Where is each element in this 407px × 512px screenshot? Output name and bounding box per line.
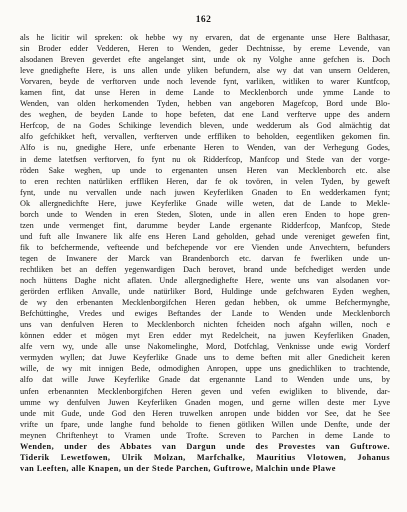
text-line: vermyden wyllen; dat Juwe Keyferlike Gnade uns to deme beften mit aller Gnedicheit keren: [20, 353, 390, 363]
text-line: sin Broder edder Vedderen, Heren to Wenden, geder Dechtnisse, by ereme Levende, van: [20, 44, 390, 54]
text-line: tegen de Inwanere der Marck van Brandenborch etc. darvan fe fwerliken unde un-: [20, 253, 390, 263]
text-line: vrifte un fpare, unde langhe fund beholde to fienen götliken Willen unde Denfte, unde der: [20, 419, 390, 429]
text-line: de wy den erbenanten Mecklenborgifchen Heren gedan hebben, ok umme Befchermynghe,: [20, 298, 390, 308]
text-line: Alfo is nu, gnedighe Here, unfe erbenante Heren to Wenden, van der Verhegung Godes,: [20, 143, 390, 153]
text-line: alsodanen Breven geverdet efte angelanget sint, unde ok ny Volghe anne gefchen is. Doch: [20, 55, 390, 65]
body-text: [20, 32, 390, 474]
text-line: alfo dat wille Juwe Keyferlike Gnade dat ergenannte Land to Wenden unde uns, by: [20, 375, 390, 385]
text-line: gerörden erfliken Anvalle, unde natürliker Bord, Huldinge unde gefchwaren Eyden weghen,: [20, 287, 390, 297]
text-line: tzen unde vermenget fint, darumme beyder Lande ergenante Ridderfcop, Manfcop, Stede: [20, 220, 390, 230]
text-line: Herfcop, de na Godes Schikinge levendich bleven, unde wedderum als God almächtig dat: [20, 121, 390, 131]
text-line: Tiderik Lewetfowen, Ulrik Molzan, Marfchalke, Mauritius Vlotowen, Johanus: [20, 452, 390, 462]
text-line: Ok allergnedichfte Here, juwe Keyferlike Gnade wille weten, dat de Lande to Mekle-: [20, 198, 390, 208]
text-line: wille, de wy mit innigen Bede, odmodighen Anropen, uppe uns gnedichliken to trachtende,: [20, 364, 390, 374]
text-line: Wenden, under des Abbates van Dargun unde des Provestes van Guftrowe.: [20, 441, 390, 451]
text-line: röden Sake weghen, up unde to ergenanten unsen Heren van Mecklenborch etc. alse: [20, 165, 390, 175]
text-line: fynt, unde nu vervallen unde nach juwen Keyferliken Gnaden to En wedderkamen fynt;: [20, 187, 390, 197]
text-line: alfe vern wy, unde alle unse Nakomelinghe, Mord, Dotfchlag, Venknisse unde ewig Vorderf: [20, 342, 390, 352]
text-line: noch hüttens Daghe nicht aflaten. Unde allergnedighefte Here, wente uns van alsodanen vor-: [20, 276, 390, 286]
text-line: alfo gefchikket heft, vervallen, verfterven unde erffliken to beholden, eegentliken gekomen fin.: [20, 132, 390, 142]
text-line: rechtliken bet an deffen yegenwardigen Dach berovet, brand unde befchediget werden unde: [20, 264, 390, 274]
page-number: 162: [195, 15, 212, 25]
text-line: meynen Chriftenheyt to Vramen unde Trofte. Screven to Parchen in deme Lande to: [20, 430, 390, 440]
text-line: unfen erbenannten Mecklenborgifchen Heren geven und vefen ewigliken to blivende, dar-: [20, 386, 390, 396]
text-line: Wenden, van olden herkomenden Tyden, hebben van angeboren Magefcop, Bord unde Blo-: [20, 99, 390, 109]
text-line: leve gnedighefte Here, is uns allen unde yliken befundern, alse wy dat van unsern Oelderen,: [20, 66, 390, 76]
text-line: des weghen, de beyden Lande to hope befeten, dat ene Land verfterve uppe des andern: [20, 110, 390, 120]
text-line: in deme latetfsen verftorven, fo fynt nu ok Ridderfcop, Manfcop und Stede van der vorge-: [20, 154, 390, 164]
text-line: kamen fint, dat unse Heren in deme Lande to Mecklenborch unde ymme Lande to: [20, 88, 390, 98]
text-line: fik to befchermende, vefteende und befchepende vor ere Vienden unde Anvechtern, befunders: [20, 242, 390, 252]
text-line: van Leeften, alle Knapen, un der Stede Parchen, Guftrowe, Malchin unde Plawe: [20, 463, 336, 473]
text-line: unde mit Gude, unde God den Heren truwelken anropen unde bidden vor See, dat he See: [20, 408, 390, 418]
text-line: Befchüttinghe, Vredes und ewiges Beftandes der Lande to Wenden unde Mecklenborch: [20, 309, 390, 319]
text-line: uns van denfulven Heren to Mecklenborch nichten fcheiden noch afgahn willen, noch e: [20, 320, 390, 330]
text-line: Vorvaren, beyde de verftorven unde noch levende fynt, varliken, witliken to warer Kuntfcop,: [20, 77, 390, 87]
text-line: umme wy denfulven Juwen Keyferliken Gnaden mogen, und gerne willen deste mer Lyve: [20, 397, 390, 407]
text-line: und fuft alle Inwanere lik alfe ens Heren Land geholden, gehad unde vereniget gewefen fint,: [20, 231, 390, 241]
text-line: als he licitir wil spreken: ok hebbe wy ny ervaren, dat de ergenante unse Here Balthasar,: [20, 33, 390, 42]
text-line: to eren rechten natürliken erffliken Heren, dar fe ok tovören, in velen Tyden, by geweft: [20, 176, 390, 186]
text-line: können edder et mögen myt Eren edder myt Redelcheit, na juwen Keyferliken Gnaden,: [20, 331, 390, 341]
text-line: borch unde to Wenden in eren Steden, Sloten, unde in allen eren Enden to hope gren-: [20, 209, 390, 219]
